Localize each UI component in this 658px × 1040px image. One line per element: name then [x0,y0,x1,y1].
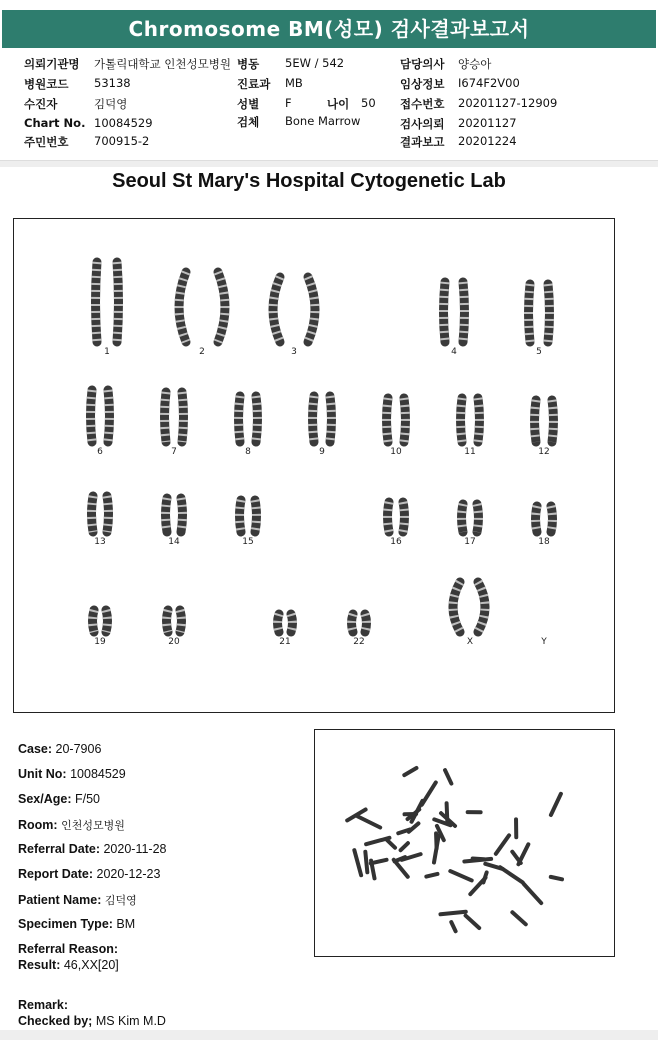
chromosome-label: 14 [168,537,180,547]
chromosome-label: 4 [451,347,457,357]
rrn-value: 700915-2 [94,134,150,148]
chromosome-6-a [91,390,93,442]
unit-no-label: Unit No: [18,767,67,781]
chromosome-label: X [466,637,474,647]
chromosome-17-b [477,504,479,532]
hospital-value: 가톨릭대학교 인천성모병원 [94,57,231,71]
case-details [18,742,166,1039]
case-row [18,742,166,767]
doctor-label: 담당의사 [400,57,445,71]
chromosome-label: 5 [536,347,542,357]
header-info [0,0,658,160]
chromosome-label: 8 [245,447,251,457]
metaphase-chromosome [445,770,451,783]
referral-reason-label: Referral Reason: [18,942,119,956]
chart-no-value: 10084529 [94,116,153,130]
referral-date-label: Referral Date: [18,842,100,856]
patient-name-value: 김덕영 [104,894,137,907]
chromosome-X-a [453,582,460,632]
chromosome-label: 10 [390,447,402,457]
result-label: Result: [18,958,61,972]
chromosome-16-b [403,502,405,532]
chromosome-label: 15 [242,537,254,547]
metaphase-panel [314,729,615,957]
chromosome-8-a [239,396,241,442]
chromosome-15-b [255,500,257,532]
report-date-label: 결과보고 [400,135,445,149]
metaphase-chromosome [451,922,455,931]
dept-label: 진료과 [237,77,271,91]
sex-age-label: Sex/Age: [18,792,72,806]
metaphase-chromosome [512,912,525,924]
patient-label: 수진자 [24,97,58,111]
age-value: 50 [361,96,376,110]
chromosome-9-b [330,396,332,442]
referral-reason-row [18,942,166,958]
chromosome-5-a [529,284,531,342]
metaphase-chromosome [401,843,408,850]
case-label: Case: [18,742,53,756]
request-date-label: 검사의뢰 [400,117,445,131]
metaphase-chromosome [485,864,502,869]
chromosome-10-a [387,398,389,442]
chromosome-label: 11 [464,447,476,457]
room-label: Room: [18,818,58,832]
chromosome-7-b [182,392,184,442]
chromosome-20-a [167,610,169,632]
chromosome-21-b [291,614,293,632]
specimen-label: 검체 [237,115,260,129]
chromosome-12-a [535,400,537,442]
chromosome-22-a [352,614,354,632]
report-date-row [18,867,166,892]
chromosome-1-b [117,262,119,342]
patient-name-label: Patient Name: [18,893,102,907]
metaphase-chromosome [512,852,520,863]
checked-by-label: Checked by; [18,1014,93,1028]
chromosome-14-b [181,498,183,532]
metaphase-chromosome [450,871,471,880]
sex-age-row [18,792,166,817]
sex-age-value: F/50 [74,792,100,806]
dept-value: MB [285,76,303,90]
specimen-value: Bone Marrow [285,114,361,128]
report-date-detail-label: Report Date: [18,867,94,881]
chromosome-label: Y [541,637,547,647]
doctor-value: 양승아 [458,57,492,71]
chromosome-3-b [308,277,315,342]
request-date-value: 20201127 [458,116,517,130]
metaphase-chromosome [551,877,562,879]
chromosome-11-b [478,398,480,442]
chromosome-18-a [536,506,538,532]
patient-name-row [18,892,166,917]
chromosome-label: 1 [104,347,110,357]
result-value: 46,XX[20] [63,958,119,972]
unit-no-row [18,767,166,792]
accession-label: 접수번호 [400,97,445,111]
hospital-code-value: 53138 [94,76,131,90]
metaphase-chromosome [422,782,436,804]
chromosome-6-b [108,390,110,442]
patient-value: 김덕영 [94,97,128,111]
page-bottom-bar [0,1030,658,1040]
chromosome-2-b [218,272,225,342]
chromosome-label: 6 [97,447,103,457]
chromosome-21-a [278,614,280,632]
chromosome-15-a [240,500,242,532]
metaphase-chromosome [386,839,395,847]
chromosome-14-a [166,498,168,532]
metaphase-chromosome [473,859,484,860]
metaphase-chromosome [358,816,381,827]
accession-value: 20201127-12909 [458,96,558,110]
chart-no-label: Chart No. [24,116,86,130]
room-value: 인천성모병원 [61,819,125,832]
chromosome-label: 22 [353,637,365,647]
chromosome-label: 3 [291,347,297,357]
chromosome-9-a [313,396,315,442]
metaphase-chromosome [371,860,387,863]
referral-date-value: 2020-11-28 [103,842,167,856]
metaphase-chromosome [466,916,480,928]
chromosome-1-a [96,262,98,342]
chromosome-8-b [256,396,258,442]
remark-row [18,998,166,1014]
chromosome-19-b [106,610,108,632]
report-title: Chromosome BM(성모) 검사결과보고서 [2,10,656,48]
chromosome-label: 9 [319,447,325,457]
sex-value: F [285,96,292,110]
chromosome-18-b [551,506,553,532]
chromosome-label: 13 [94,537,106,547]
chromosome-label: 19 [94,637,106,647]
ward-value: 5EW / 542 [285,56,345,70]
karyotype-panel [13,218,615,713]
chromosome-22-b [365,614,367,632]
chromosome-4-b [463,282,465,342]
metaphase-chromosome [354,850,361,875]
sex-label: 성별 [237,97,260,111]
report-date-value: 20201224 [458,134,517,148]
metaphase-chromosome [402,854,421,860]
remark-label: Remark: [18,998,69,1012]
unit-no-value: 10084529 [70,767,126,781]
metaphase-chromosome [404,768,416,775]
lab-name: Seoul St Mary's Hospital Cytogenetic Lab [112,170,506,192]
metaphase-chromosome [365,852,367,872]
karyogram [14,219,614,712]
metaphase-spread-image [315,730,614,956]
clinical-info-value: I674F2V00 [458,76,520,90]
chromosome-label: 2 [199,347,205,357]
rrn-label: 주민번호 [24,135,69,149]
chromosome-19-a [93,610,95,632]
case-value: 20-7906 [55,742,102,756]
specimen-type-label: Specimen Type: [18,917,113,931]
chromosome-label: 18 [538,537,550,547]
header-divider [0,160,658,167]
chromosome-label: 16 [390,537,402,547]
chromosome-label: 17 [464,537,476,547]
chromosome-label: 20 [168,637,180,647]
metaphase-chromosome [440,912,465,915]
chromosome-10-b [404,398,406,442]
chromosome-2-a [179,272,186,342]
specimen-type-value: BM [116,917,136,931]
chromosome-11-a [461,398,463,442]
chromosome-7-a [165,392,167,442]
chromosome-X-b [478,582,485,632]
chromosome-label: 12 [538,447,550,457]
chromosome-16-a [388,502,390,532]
hospital-code-label: 병원코드 [24,77,69,91]
age-label: 나이 [327,97,350,111]
metaphase-chromosome [496,835,509,853]
metaphase-chromosome [551,794,561,815]
chromosome-17-a [462,504,464,532]
chromosome-13-a [92,496,94,532]
metaphase-chromosome [524,884,542,903]
metaphase-chromosome [483,872,486,882]
checked-by-value: MS Kim M.D [95,1014,166,1028]
chromosome-12-b [552,400,554,442]
hospital-label: 의뢰기관명 [24,57,80,71]
chromosome-label: 7 [171,447,177,457]
chromosome-20-b [180,610,182,632]
chromosome-3-a [273,277,280,342]
chromosome-label: 21 [279,637,291,647]
metaphase-chromosome [447,803,448,823]
metaphase-chromosome [394,860,408,877]
ward-label: 병동 [237,57,260,71]
room-row [18,817,166,842]
chromosome-4-a [444,282,446,342]
result-row [18,958,166,998]
report-date-detail-value: 2020-12-23 [96,867,161,881]
specimen-type-row [18,917,166,942]
referral-date-row [18,842,166,867]
metaphase-chromosome [426,874,437,877]
chromosome-13-b [107,496,109,532]
chromosome-5-b [548,284,550,342]
clinical-info-label: 임상정보 [400,77,445,91]
